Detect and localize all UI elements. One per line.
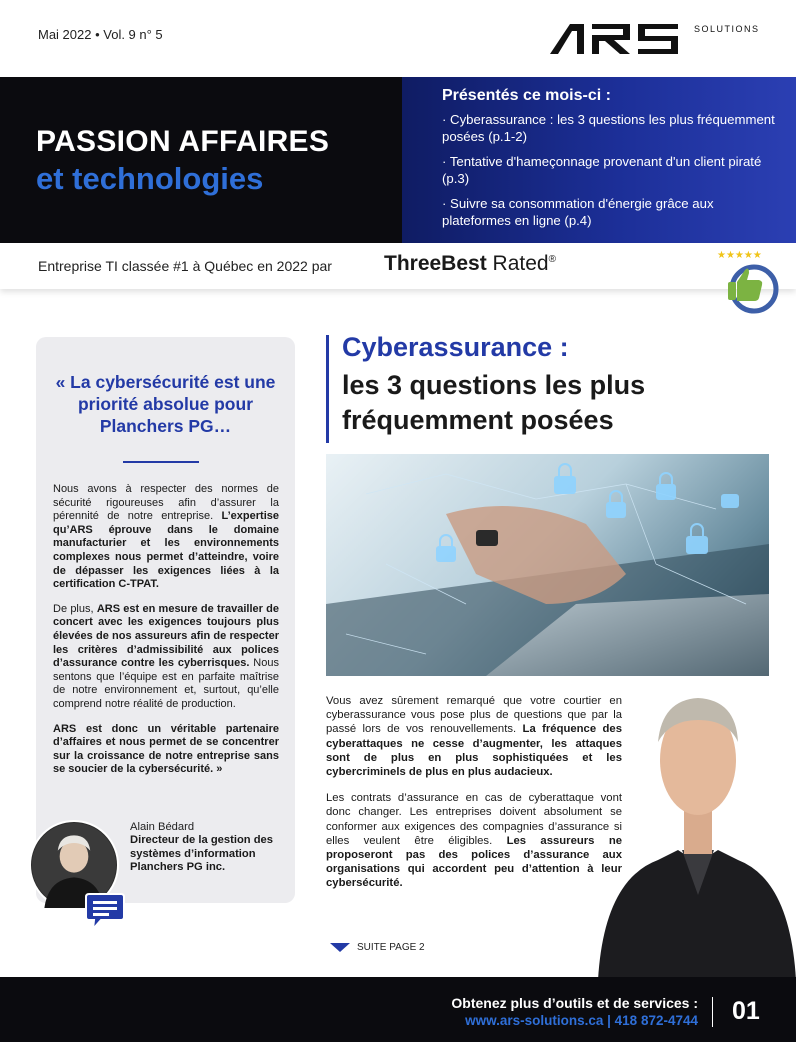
newsletter-title: PASSION AFFAIRES [36,125,330,158]
testimonial-paragraph: Nous avons à respecter des normes de sécurité rigoureuses afin d’assurer la pérennité de notre entreprise. L’expertise qu’ARS éprouve dans le domaine manufacturier et les environnements complexes nous permet d’atteindre, voire de dépasser les exigences liées à la certification C-TPAT. [53,483,279,591]
continue-link[interactable] [330,942,425,953]
divider [123,461,199,463]
testimonial-body [53,483,279,788]
businessman-photo [598,690,796,980]
ranking-text: Entreprise TI classée #1 à Québec en 2022 par [38,258,332,274]
hero-title-panel [0,77,402,243]
brand-rest: Rated [486,252,549,275]
author-info [130,821,290,875]
brand-mark: ® [548,254,556,265]
page-number: 01 [732,997,760,1025]
threebest-rated-logo[interactable] [384,252,556,276]
author-role: Directeur de la gestion des systèmes d’information Planchers PG inc. [130,834,273,874]
logo-subtext: SOLUTIONS [694,24,760,34]
author-name: Alain Bédard [130,821,195,833]
testimonial-paragraph: De plus, ARS est en mesure de travailler de concert avec les exigences toujours plus élevées de nos assureurs afin de respecter les critères d’admissibilité aux polices d’assurance contre les cyberrisques. Nous sentons que l’équipe est en parfaite maîtrise de notre environnement et, surtout, qu’elle comprend notre réalité de production. [53,602,279,710]
featured-heading: Présentés ce mois-ci : [442,87,611,104]
featured-item[interactable]: · Tentative d'hameçonnage provenant d'un client piraté (p.3) [442,154,762,186]
title-accent-bar [326,335,329,443]
featured-list [442,111,778,229]
article-body [326,694,622,903]
thumbs-up-badge-icon [714,248,780,314]
triangle-down-icon [330,943,350,952]
hero-banner [0,77,796,243]
issue-date: Mai 2022 • Vol. 9 n° 5 [38,27,163,42]
testimonial-card [36,337,295,903]
svg-text:★★★★★: ★★★★★ [717,250,762,261]
footer-divider [712,997,713,1027]
footer [0,977,796,1042]
article-paragraph: Vous avez sûrement remarqué que votre courtier en cyberassurance vous pose plus de questions que par la passé lors de vos renouvellements. La fréquence des cyberattaques ne cesse d’augmenter, les attaques sont de plus en plus sophistiquées et les cybercriminels de plus en plus audacieux. [326,695,622,779]
newsletter-subtitle: et technologies [36,161,264,196]
testimonial-quote-title: « La cybersécurité est une priorité absolue pour Planchers PG… [55,372,276,436]
brand-bold: ThreeBest [384,252,487,275]
featured-item[interactable]: · Cyberassurance : les 3 questions les plus fréquemment posées (p.1-2) [442,112,775,144]
testimonial-paragraph: ARS est donc un véritable partenaire d’affaires et nous permet de se concentrer sur la croissance de notre entreprise sans se soucier de la cybersécurité. » [53,722,279,776]
ars-logo-mark [548,20,770,58]
stars-icon [717,250,762,261]
article-subtitle: les 3 questions les plus fréquemment posées [342,370,646,435]
featured-item[interactable]: · Suivre sa consommation d'énergie grâce aux plateformes en ligne (p.4) [442,196,714,228]
ranking-bar [0,243,796,289]
cyber-security-image [326,454,769,676]
article-title: Cyberassurance : [342,332,569,362]
continue-label: SUITE PAGE 2 [357,942,425,953]
ars-logo[interactable] [548,20,770,58]
article-paragraph: Les contrats d’assurance en cas de cyberattaque vont donc changer. Les entreprises doivent absolument se conformer aux exigences des compagnies d’assurance si elles veulent être éligibles. Les assureurs ne proposeront pas des polices d’assurance aux organisations qui accordent peu d’attention à leur cybersécurité. [326,792,623,890]
footer-contact-link[interactable]: www.ars-solutions.ca | 418 872-4744 [465,1013,698,1028]
featured-panel [402,77,796,243]
footer-cta: Obtenez plus d’outils et de services : [451,995,698,1011]
chat-bubble-icon [83,893,127,933]
